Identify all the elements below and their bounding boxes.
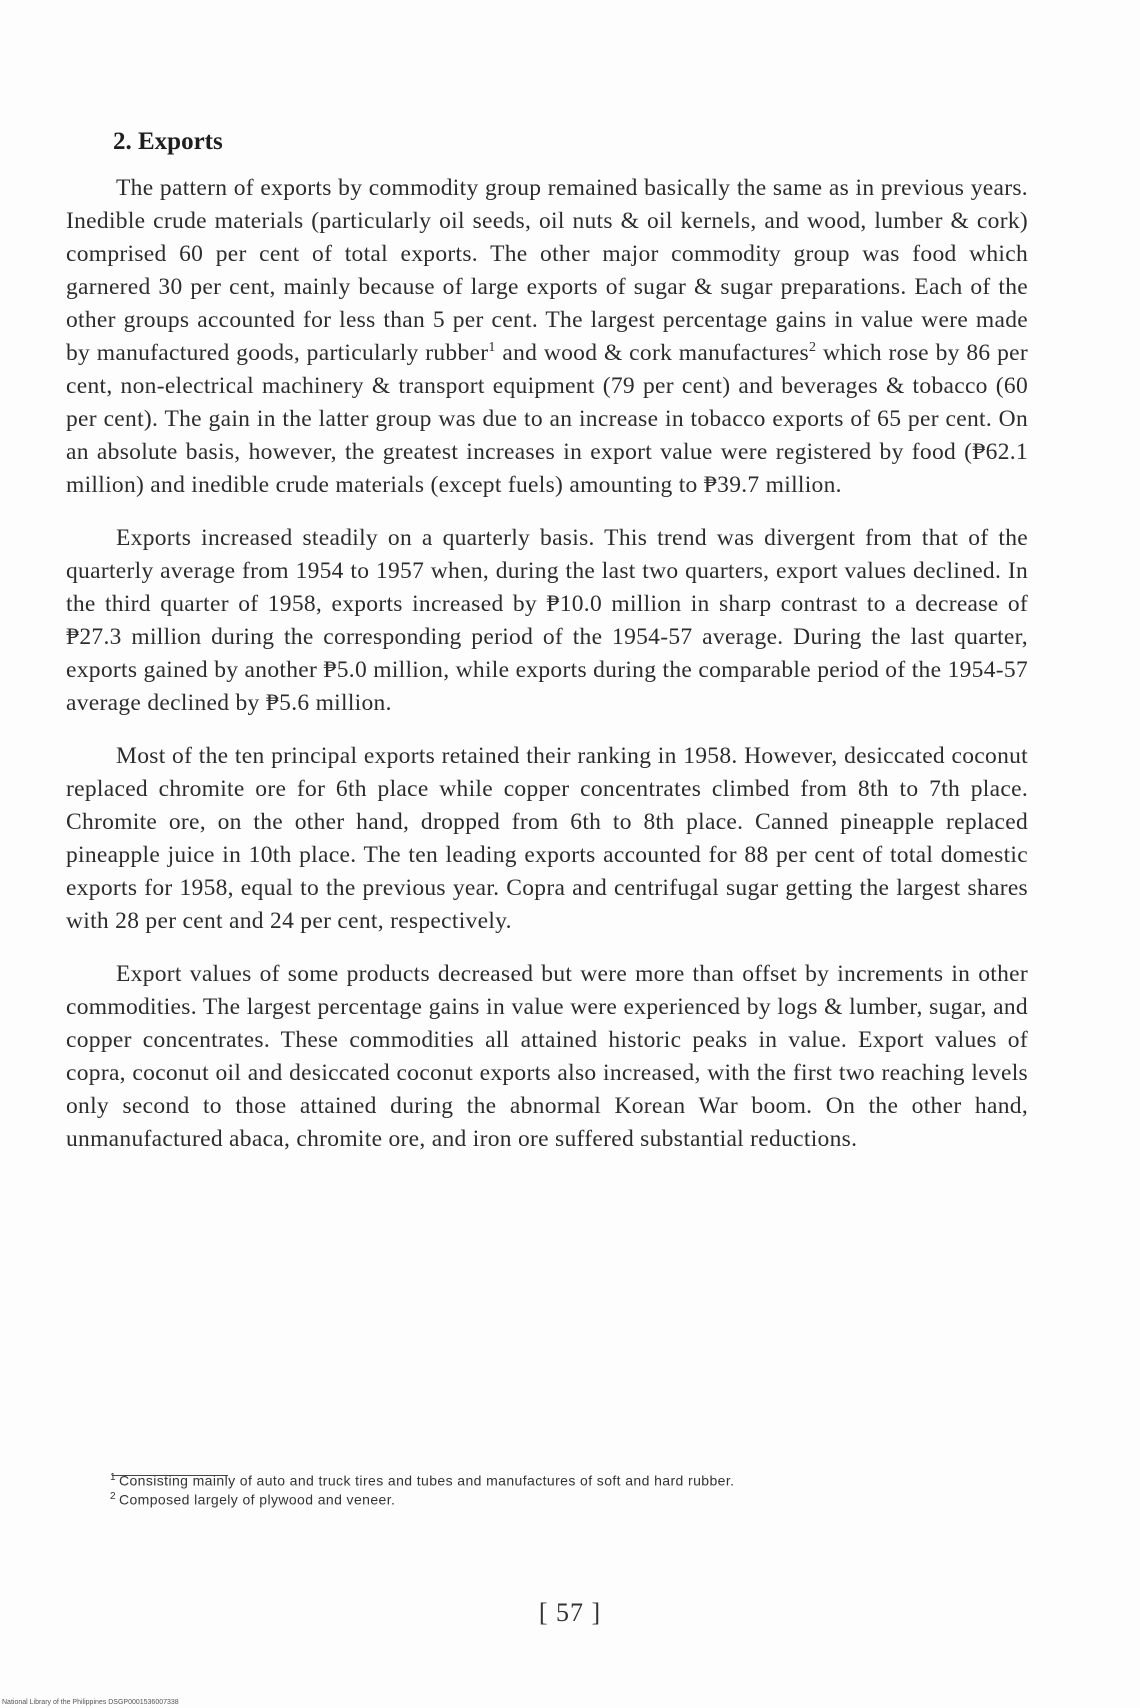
paragraph-1-text-cont: and wood & cork manufactures <box>495 340 809 366</box>
body-text <box>66 172 1028 1176</box>
footnote-text: Composed largely of plywood and veneer. <box>118 1491 396 1508</box>
footnotes <box>110 1470 1040 1507</box>
paragraph-1-text-end: which rose by 86 per cent, non-electrical machinery & transport equipment (79 per cent) and beverages & tobacco (60 per cent). The gain in the latter group was due to an increase in tobacco exports of 65 per cent. On an absolute basis, however, the greatest increases in export value were registered by food (₱62.1 million) and inedible crude materials (except fuels) amounting to ₱39.7 million. <box>66 340 1028 498</box>
footnote-ref-1: 1 <box>488 340 496 356</box>
section-heading: 2. Exports <box>113 128 223 155</box>
footnote-mark: 1 <box>110 1472 116 1483</box>
paragraph-4: Export values of some products decreased but were more than offset by increments in other commodities. The largest percentage gains in value were experienced by logs & lumber, sugar, and copper concentrates. These commodities all attained historic peaks in value. Export values of copra, coconut oil and desiccated coconut exports also increased, with the first two reaching levels only second to those attained during the abnormal Korean War boom. On the other hand, unmanufactured abaca, chromite ore, and iron ore suffered substantial reductions. <box>66 961 1028 1152</box>
paragraph-1-text: The pattern of exports by commodity group remained basically the same as in previous years. Inedible crude materials (particularly oil seeds, oil nuts & oil kernels, and wood, lumber & cork) comprised 60 per cent of total exports. The other major commodity group was food which garnered 30 per cent, mainly because of large exports of sugar & sugar preparations. Each of the other groups accounted for less than 5 per cent. The largest percentage gains in value were made by manufactured goods, particularly rubber <box>66 175 1028 366</box>
footnote-1 <box>110 1470 1040 1489</box>
footnote-ref-2: 2 <box>808 340 817 356</box>
footnote-2 <box>110 1489 1040 1508</box>
footnote-text: Consisting mainly of auto and truck tires and tubes and manufactures of soft and hard rubber. <box>118 1472 735 1489</box>
footnote-mark: 2 <box>110 1490 116 1502</box>
paragraph-2: Exports increased steadily on a quarterly basis. This trend was divergent from that of the quarterly average from 1954 to 1957 when, during the last two quarters, export values declined. In the third quarter of 1958, exports increased by ₱10.0 million in sharp contrast to a decrease of ₱27.3 million during the corresponding period of the 1954-57 average. During the last quarter, exports gained by another ₱5.0 million, while exports during the comparable period of the 1954-57 average declined by ₱5.6 million. <box>66 525 1028 716</box>
paragraph-3: Most of the ten principal exports retained their ranking in 1958. However, desiccated coconut replaced chromite ore for 6th place while copper concentrates climbed from 8th to 7th place. Chromite ore, on the other hand, dropped from 6th to 8th place. Canned pineapple replaced pineapple juice in 10th place. The ten leading exports accounted for 88 per cent of total domestic exports for 1958, equal to the previous year. Copra and centrifugal sugar getting the largest shares with 28 per cent and 24 per cent, respectively. <box>66 743 1028 934</box>
scan-credit: National Library of the Philippines DSGP0001536007338 <box>2 1699 179 1706</box>
paragraph-1 <box>66 172 1028 502</box>
page-number: [ 57 ] <box>538 1598 602 1627</box>
